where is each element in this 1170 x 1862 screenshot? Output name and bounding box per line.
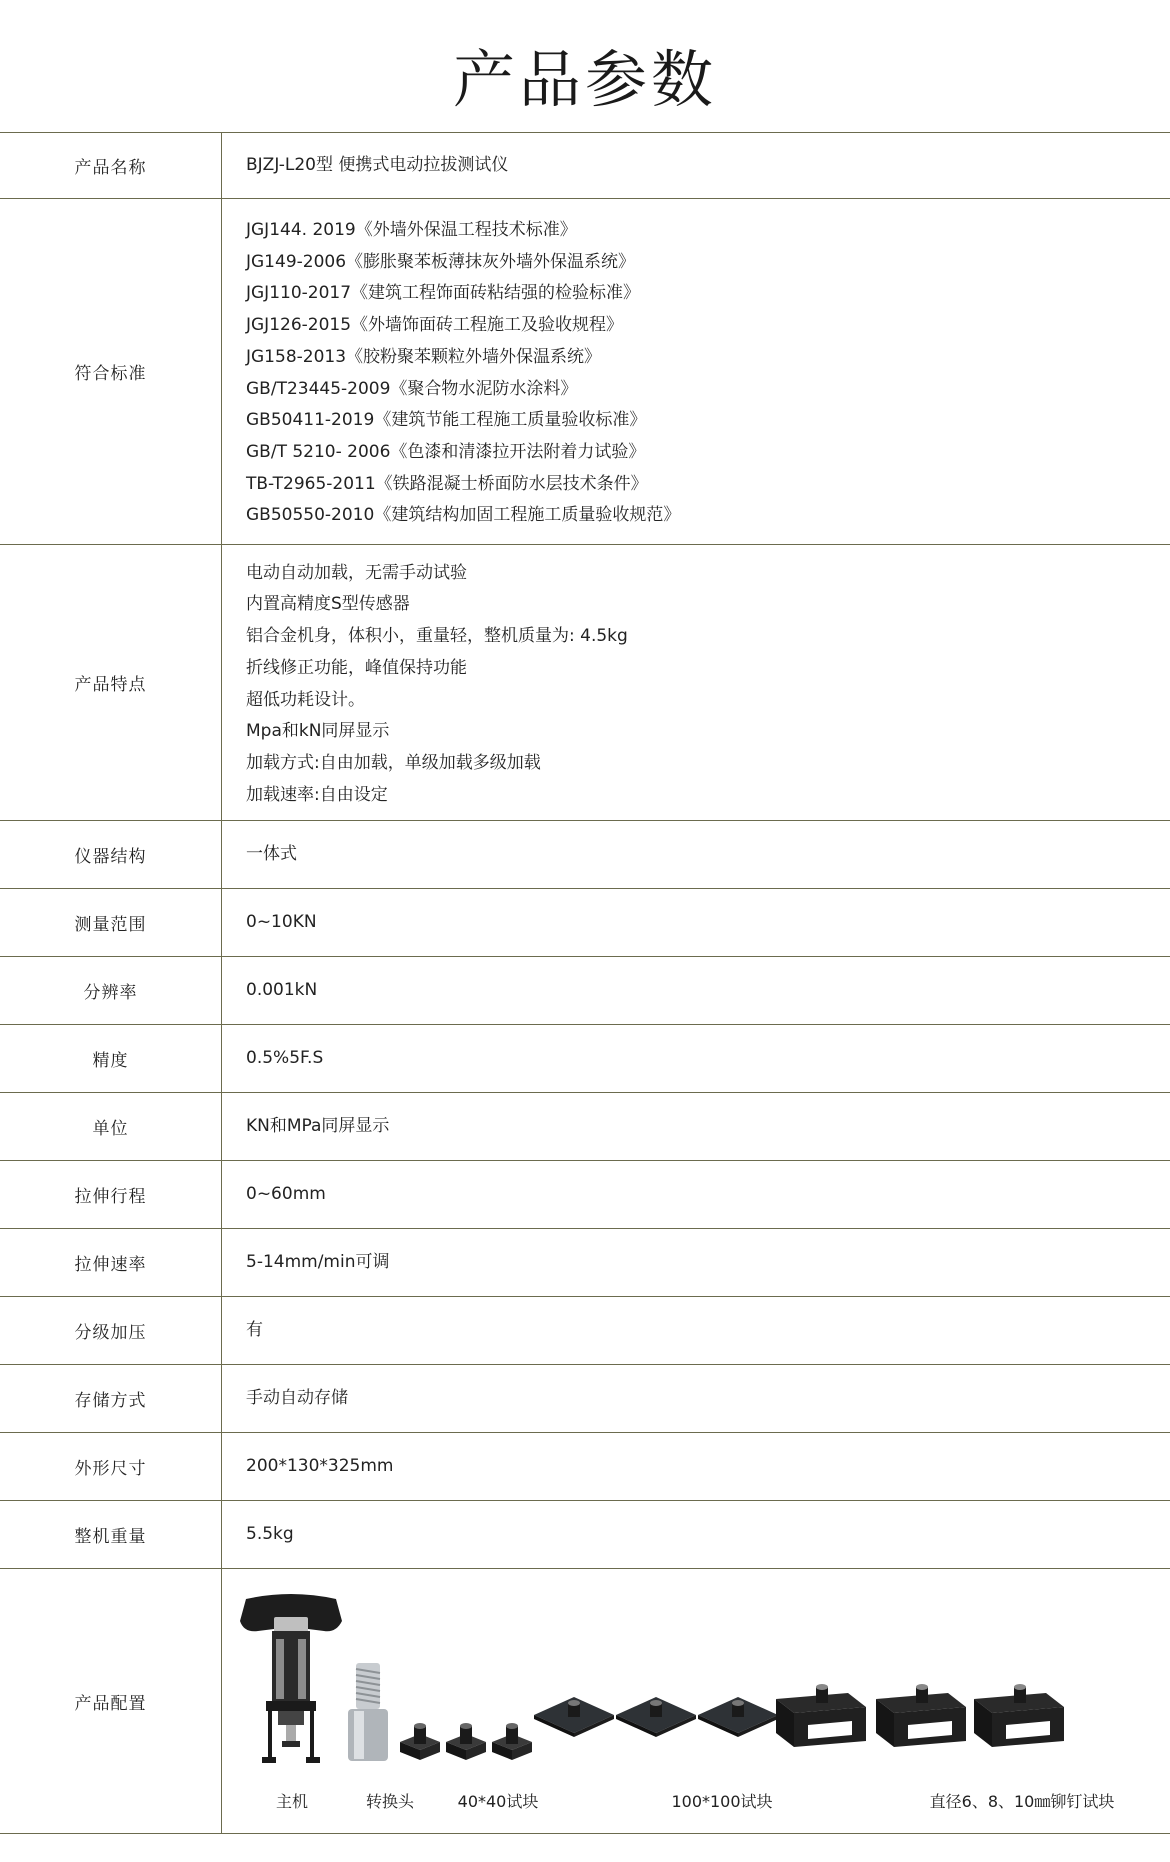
caption-adapter: 转换头 xyxy=(365,1792,415,1811)
row-label: 拉伸行程 xyxy=(0,1161,222,1228)
page-title: 产品参数 xyxy=(452,43,717,116)
row-value xyxy=(222,133,1170,198)
standard-item: GB50411-2019《建筑节能工程施工质量验收标准》 xyxy=(246,410,647,431)
row-label: 仪器结构 xyxy=(0,821,222,888)
row-value xyxy=(222,1025,1170,1092)
feature-item: 折线修正功能，峰值保持功能 xyxy=(246,657,467,678)
config-area xyxy=(222,1569,1170,1833)
row-stroke xyxy=(0,1161,1170,1229)
value-line: 200*130*325mm xyxy=(246,1455,394,1476)
main-unit-image xyxy=(236,1591,346,1766)
standard-item: GB/T 5210- 2006《色漆和清漆拉开法附着力试验》 xyxy=(246,441,646,462)
row-weight xyxy=(0,1501,1170,1569)
adapter-image xyxy=(342,1659,394,1769)
feature-item: 超低功耗设计。 xyxy=(246,689,365,710)
row-label: 测量范围 xyxy=(0,889,222,956)
caption-block-100: 100*100试块 xyxy=(671,1792,773,1811)
row-value xyxy=(222,821,1170,888)
row-product-name xyxy=(0,133,1170,199)
value-line: 手动自动存储 xyxy=(246,1387,348,1408)
row-label: 外形尺寸 xyxy=(0,1433,222,1500)
value-line: 5-14mm/min可调 xyxy=(246,1251,390,1272)
block-100-image xyxy=(534,1681,780,1751)
feature-item: 加载方式:自由加载，单级加载多级加载 xyxy=(246,752,541,773)
row-features xyxy=(0,545,1170,821)
row-label: 单位 xyxy=(0,1093,222,1160)
row-value xyxy=(222,1365,1170,1432)
row-configuration xyxy=(0,1569,1170,1834)
row-value xyxy=(222,1161,1170,1228)
row-value xyxy=(222,889,1170,956)
row-value xyxy=(222,1433,1170,1500)
value-line: 一体式 xyxy=(246,843,297,864)
row-value xyxy=(222,957,1170,1024)
row-dimensions xyxy=(0,1433,1170,1501)
standard-item: JGJ126-2015《外墙饰面砖工程施工及验收规程》 xyxy=(246,315,624,336)
row-accuracy xyxy=(0,1025,1170,1093)
row-label: 分辨率 xyxy=(0,957,222,1024)
standard-item: JG158-2013《胶粉聚苯颗粒外墙外保温系统》 xyxy=(246,346,602,367)
row-label: 存储方式 xyxy=(0,1365,222,1432)
standard-item: GB50550-2010《建筑结构加固工程施工质量验收规范》 xyxy=(246,505,681,526)
row-unit xyxy=(0,1093,1170,1161)
feature-item: 内置高精度S型传感器 xyxy=(246,594,410,615)
row-value xyxy=(222,199,1170,544)
caption-rivet-block: 直径6、8、10㎜铆钉试块 xyxy=(929,1792,1115,1811)
value-line: BJZJ-L20型 便携式电动拉拔测试仪 xyxy=(246,154,509,175)
feature-item: 铝合金机身，体积小，重量轻，整机质量为: 4.5kg xyxy=(246,626,628,647)
value-line: 有 xyxy=(246,1319,263,1340)
row-label: 整机重量 xyxy=(0,1501,222,1568)
row-label: 拉伸速率 xyxy=(0,1229,222,1296)
row-resolution xyxy=(0,957,1170,1025)
row-standards xyxy=(0,199,1170,545)
row-value xyxy=(222,1229,1170,1296)
value-line: 0.001kN xyxy=(246,979,318,1000)
row-value xyxy=(222,545,1170,820)
row-label: 产品配置 xyxy=(0,1569,222,1833)
row-label: 分级加压 xyxy=(0,1297,222,1364)
standard-item: GB/T23445-2009《聚合物水泥防水涂料》 xyxy=(246,378,578,399)
block-40-image xyxy=(398,1714,534,1766)
feature-item: 加载速率:自由设定 xyxy=(246,784,388,805)
row-range xyxy=(0,889,1170,957)
row-structure xyxy=(0,821,1170,889)
row-value xyxy=(222,1093,1170,1160)
row-value xyxy=(222,1297,1170,1364)
row-value xyxy=(222,1501,1170,1568)
row-storage xyxy=(0,1365,1170,1433)
value-line: KN和MPa同屏显示 xyxy=(246,1115,390,1136)
standard-item: JG149-2006《膨胀聚苯板薄抹灰外墙外保温系统》 xyxy=(246,251,636,272)
value-line: 0.5%5F.S xyxy=(246,1047,324,1068)
row-label: 精度 xyxy=(0,1025,222,1092)
row-label: 符合标准 xyxy=(0,199,222,544)
value-line: 5.5kg xyxy=(246,1523,294,1544)
rivet-block-image xyxy=(774,1677,1168,1753)
standard-item: TB-T2965-2011《铁路混凝士桥面防水层技术条件》 xyxy=(246,473,648,494)
row-staged-loading xyxy=(0,1297,1170,1365)
feature-item: Mpa和kN同屏显示 xyxy=(246,721,390,742)
caption-block-40: 40*40试块 xyxy=(457,1792,539,1811)
spec-table xyxy=(0,132,1170,1834)
value-line: 0~60mm xyxy=(246,1183,326,1204)
standard-item: JGJ110-2017《建筑工程饰面砖粘结强的检验标准》 xyxy=(246,283,641,304)
row-speed xyxy=(0,1229,1170,1297)
caption-main-unit: 主机 xyxy=(275,1792,309,1811)
value-line: 0~10KN xyxy=(246,911,317,932)
feature-item: 电动自动加载，无需手动试验 xyxy=(246,562,467,583)
standard-item: JGJ144. 2019《外墙外保温工程技术标准》 xyxy=(246,219,577,240)
row-label: 产品特点 xyxy=(0,545,222,820)
row-label: 产品名称 xyxy=(0,133,222,198)
